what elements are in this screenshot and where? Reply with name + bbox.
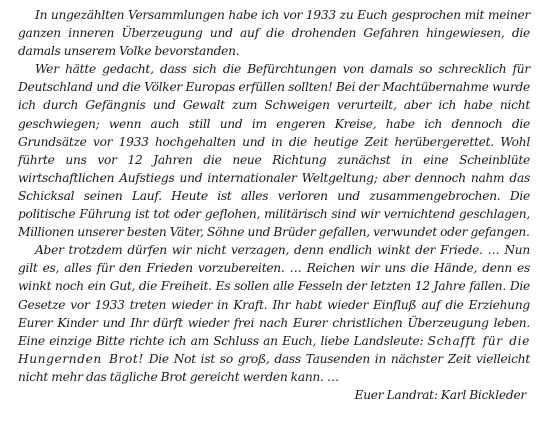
paragraph-2 <box>18 60 530 241</box>
paragraph-3 <box>18 241 530 386</box>
paragraph-2-text: Wer hätte gedacht, dass sich die Befürchtungen von damals so schrecklich für Deutschland und die Völker Europas erfüllen sollten! Bei der Machtübernahme wurde ich durch Gefängnis und Gewalt zum Schweigen verurteilt, aber ich habe nicht geschwiegen; wenn auch still und im engeren Kreise, habe ich dennoch die Grundsätze vor 1933 hochgehalten und in die heutige Zeit herübergerettet. Wohl führte uns vor 12 Jahren die neue Richtung zunächst in eine Scheinblüte wirtschaftlichen Aufstiegs und internationaler Weltgeltung; aber dennoch nahm das Schicksal seinen Lauf. Heute ist alles verloren und zusammengebrochen. Die politische Führung ist tot oder geflohen, militärisch sind wir vernichtend geschlagen, Millionen unserer besten Väter, Söhne und Brüder gefallen, verwundet oder gefangen. <box>18 62 530 240</box>
paragraph-1 <box>18 6 530 60</box>
signature: Euer Landrat: Karl Bickleder <box>354 387 526 402</box>
paragraph-1-text: In ungezählten Versammlungen habe ich vor 1933 zu Euch gesprochen mit meiner ganzen inneren Überzeugung und auf die drohenden Gefahren hingewiesen, die damals unserem Volke bevorstanden. <box>18 8 530 59</box>
paragraph-3-emphasis: Schafft für die Hungernden Brot! <box>18 333 530 366</box>
paragraph-3-text-end: Die Not ist so groß, dass Tausenden in nächster Zeit vielleicht nicht mehr das tägliche Brot gereicht werden kann. … <box>18 351 530 384</box>
paragraph-3-text-start: Aber trotzdem dürfen wir nicht verzagen, denn endlich winkt der Friede. … Nun gilt es, alles für den Frieden vorzubereiten. … Reichen wir uns die Hände, denn es winkt noch ein Gut, die Freiheit. Es sollen alle Fesseln der letzten 12 Jahre fallen. Die Gesetze vor 1933 treten wieder in Kraft. Ihr habt wieder Einfluß auf die Erziehung Eurer Kinder und Ihr dürft wieder frei nach Eurer christlichen Überzeugung leben. Eine einzige Bitte richte ich am Schluss an Euch, liebe Landsleute: <box>18 243 530 348</box>
